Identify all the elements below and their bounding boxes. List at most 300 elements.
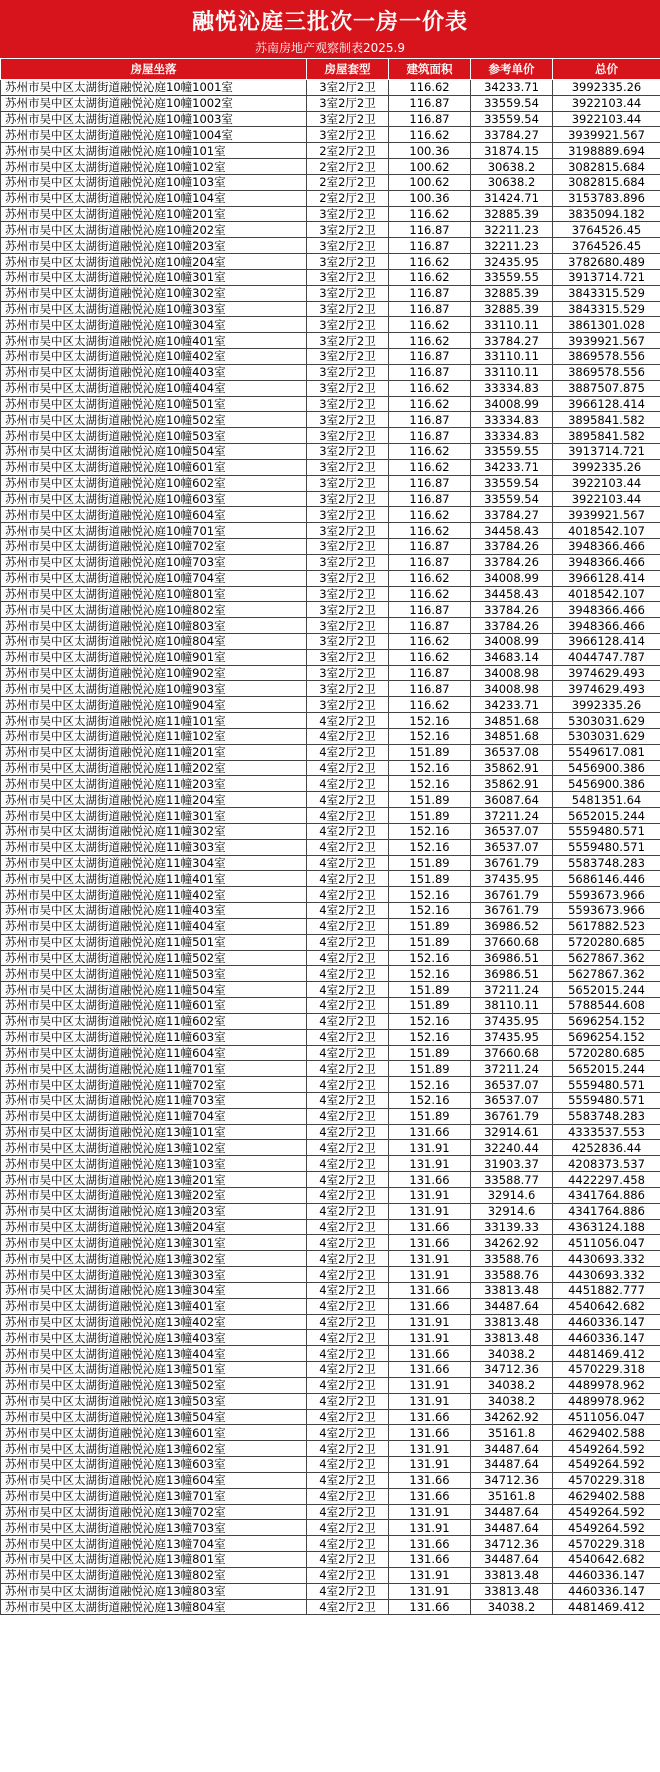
cell-layout: 4室2厅2卫 [307,998,389,1014]
cell-layout: 3室2厅2卫 [307,523,389,539]
cell-address [1,80,307,96]
cell-area: 152.16 [389,1093,471,1109]
cell-area: 116.62 [389,459,471,475]
unit-number: 10幢503室 [166,428,226,443]
cell-area: 131.66 [389,1282,471,1298]
cell-total-price: 3992335.26 [553,80,660,96]
cell-area: 131.66 [389,1219,471,1235]
cell-total-price: 3922103.44 [553,95,660,111]
table-row [1,491,660,507]
unit-number: 10幢304室 [166,317,226,332]
cell-area: 116.87 [389,285,471,301]
address-prefix: 苏州市吴中区太湖街道融悦沁庭 [5,1077,166,1092]
unit-number: 13幢802室 [166,1568,226,1583]
cell-total-price: 4430693.332 [553,1251,660,1267]
cell-layout: 3室2厅2卫 [307,633,389,649]
address-prefix: 苏州市吴中区太湖街道融悦沁庭 [5,1473,166,1488]
cell-address [1,1425,307,1441]
cell-unit-price: 36087.64 [471,792,553,808]
cell-total-price: 3922103.44 [553,475,660,491]
table-row [1,823,660,839]
address-prefix: 苏州市吴中区太湖街道融悦沁庭 [5,1283,166,1298]
cell-layout: 4室2厅2卫 [307,1267,389,1283]
address-prefix: 苏州市吴中区太湖街道融悦沁庭 [5,1093,166,1108]
cell-unit-price: 34008.99 [471,570,553,586]
cell-address [1,1108,307,1124]
cell-unit-price: 31424.71 [471,190,553,206]
cell-unit-price: 37211.24 [471,982,553,998]
cell-area: 152.16 [389,1077,471,1093]
unit-number: 10幢903室 [166,681,226,696]
table-row [1,760,660,776]
cell-total-price: 3082815.684 [553,159,660,175]
cell-layout: 4室2厅2卫 [307,1377,389,1393]
cell-total-price: 3939921.567 [553,127,660,143]
cell-area: 116.62 [389,254,471,270]
cell-total-price: 3992335.26 [553,697,660,713]
cell-layout: 4室2厅2卫 [307,1219,389,1235]
cell-address [1,523,307,539]
address-prefix: 苏州市吴中区太湖街道融悦沁庭 [5,1235,166,1250]
cell-area: 131.91 [389,1203,471,1219]
cell-layout: 4室2厅2卫 [307,1172,389,1188]
cell-area: 152.16 [389,728,471,744]
cell-unit-price: 33813.48 [471,1583,553,1599]
cell-address [1,285,307,301]
cell-area: 116.62 [389,127,471,143]
table-row [1,918,660,934]
address-prefix: 苏州市吴中区太湖街道融悦沁庭 [5,539,166,554]
cell-total-price: 4018542.107 [553,523,660,539]
cell-address [1,728,307,744]
unit-number: 10幢401室 [166,333,226,348]
cell-unit-price: 33784.27 [471,127,553,143]
cell-total-price: 3895841.582 [553,412,660,428]
table-row [1,1552,660,1568]
address-prefix: 苏州市吴中区太湖街道融悦沁庭 [5,222,166,237]
cell-unit-price: 32211.23 [471,238,553,254]
cell-unit-price: 33813.48 [471,1330,553,1346]
cell-address [1,1140,307,1156]
unit-number: 13幢404室 [166,1346,226,1361]
cell-area: 131.91 [389,1520,471,1536]
cell-unit-price: 37211.24 [471,808,553,824]
cell-unit-price: 34487.64 [471,1441,553,1457]
cell-total-price: 5303031.629 [553,728,660,744]
cell-layout: 3室2厅2卫 [307,618,389,634]
cell-layout: 3室2厅2卫 [307,238,389,254]
unit-number: 13幢303室 [166,1267,226,1282]
cell-unit-price: 33559.54 [471,111,553,127]
address-prefix: 苏州市吴中区太湖街道融悦沁庭 [5,855,166,870]
cell-address [1,111,307,127]
table-row [1,903,660,919]
cell-address [1,254,307,270]
cell-address [1,871,307,887]
cell-total-price: 5559480.571 [553,839,660,855]
cell-layout: 4室2厅2卫 [307,1093,389,1109]
table-row [1,507,660,523]
cell-total-price: 5686146.446 [553,871,660,887]
cell-total-price: 4451882.777 [553,1282,660,1298]
cell-unit-price: 34683.14 [471,649,553,665]
table-row [1,206,660,222]
cell-address [1,1124,307,1140]
unit-number: 10幢102室 [166,159,226,174]
cell-address [1,1093,307,1109]
cell-layout: 3室2厅2卫 [307,396,389,412]
cell-address [1,317,307,333]
cell-layout: 4室2厅2卫 [307,982,389,998]
unit-number: 10幢103室 [166,175,226,190]
address-prefix: 苏州市吴中区太湖街道融悦沁庭 [5,1204,166,1219]
cell-layout: 4室2厅2卫 [307,887,389,903]
cell-area: 131.66 [389,1362,471,1378]
table-row [1,1029,660,1045]
column-header-layout: 房屋套型 [307,59,389,80]
table-row [1,174,660,190]
unit-number: 11幢701室 [166,1061,226,1076]
unit-number: 11幢704室 [166,1109,226,1124]
address-prefix: 苏州市吴中区太湖街道融悦沁庭 [5,555,166,570]
cell-total-price: 3082815.684 [553,174,660,190]
cell-address [1,190,307,206]
unit-number: 13幢503室 [166,1394,226,1409]
cell-address [1,1045,307,1061]
table-row [1,222,660,238]
cell-address [1,1029,307,1045]
cell-address [1,998,307,1014]
unit-number: 11幢602室 [166,1014,226,1029]
cell-area: 131.91 [389,1457,471,1473]
table-row [1,776,660,792]
address-prefix: 苏州市吴中区太湖街道融悦沁庭 [5,792,166,807]
cell-address [1,586,307,602]
cell-area: 131.91 [389,1567,471,1583]
cell-layout: 4室2厅2卫 [307,760,389,776]
cell-address [1,238,307,254]
cell-layout: 3室2厅2卫 [307,412,389,428]
cell-unit-price: 33559.55 [471,269,553,285]
cell-area: 116.87 [389,95,471,111]
cell-unit-price: 34712.36 [471,1362,553,1378]
cell-layout: 4室2厅2卫 [307,1187,389,1203]
cell-address [1,1362,307,1378]
cell-layout: 4室2厅2卫 [307,823,389,839]
cell-address [1,396,307,412]
cell-address [1,459,307,475]
cell-area: 116.62 [389,333,471,349]
cell-unit-price: 36986.52 [471,918,553,934]
unit-number: 11幢702室 [166,1077,226,1092]
table-row [1,190,660,206]
cell-area: 151.89 [389,792,471,808]
cell-total-price: 4018542.107 [553,586,660,602]
cell-area: 116.87 [389,111,471,127]
table-body [1,80,660,1615]
cell-unit-price: 33559.54 [471,475,553,491]
cell-layout: 4室2厅2卫 [307,713,389,729]
cell-layout: 4室2厅2卫 [307,1393,389,1409]
cell-unit-price: 36761.79 [471,1108,553,1124]
cell-area: 116.62 [389,633,471,649]
address-prefix: 苏州市吴中区太湖街道融悦沁庭 [5,159,166,174]
address-prefix: 苏州市吴中区太湖街道融悦沁庭 [5,634,166,649]
address-prefix: 苏州市吴中区太湖街道融悦沁庭 [5,1568,166,1583]
cell-unit-price: 33588.76 [471,1251,553,1267]
table-row [1,1346,660,1362]
table-row [1,412,660,428]
cell-layout: 4室2厅2卫 [307,1029,389,1045]
unit-number: 10幢502室 [166,412,226,427]
address-prefix: 苏州市吴中区太湖街道融悦沁庭 [5,349,166,364]
address-prefix: 苏州市吴中区太湖街道融悦沁庭 [5,761,166,776]
cell-layout: 4室2厅2卫 [307,1472,389,1488]
cell-address [1,143,307,159]
cell-unit-price: 34038.2 [471,1377,553,1393]
cell-address [1,364,307,380]
cell-total-price: 4481469.412 [553,1346,660,1362]
cell-area: 152.16 [389,713,471,729]
cell-layout: 3室2厅2卫 [307,285,389,301]
cell-unit-price: 34487.64 [471,1552,553,1568]
cell-total-price: 3948366.466 [553,602,660,618]
cell-area: 151.89 [389,744,471,760]
cell-total-price: 4511056.047 [553,1235,660,1251]
unit-number: 10幢603室 [166,491,226,506]
cell-unit-price: 33784.26 [471,618,553,634]
cell-unit-price: 34487.64 [471,1457,553,1473]
unit-number: 11幢501室 [166,935,226,950]
unit-number: 11幢503室 [166,966,226,981]
cell-address [1,966,307,982]
cell-layout: 4室2厅2卫 [307,1282,389,1298]
unit-number: 10幢303室 [166,302,226,316]
address-prefix: 苏州市吴中区太湖街道融悦沁庭 [5,1220,166,1235]
cell-address [1,1583,307,1599]
cell-address [1,1156,307,1172]
cell-layout: 3室2厅2卫 [307,665,389,681]
cell-total-price: 5627867.362 [553,966,660,982]
table-row [1,523,660,539]
table-row [1,1298,660,1314]
cell-area: 152.16 [389,823,471,839]
cell-total-price: 4460336.147 [553,1567,660,1583]
cell-layout: 4室2厅2卫 [307,1203,389,1219]
unit-number: 10幢604室 [166,507,226,522]
cell-unit-price: 37435.95 [471,1029,553,1045]
cell-layout: 4室2厅2卫 [307,918,389,934]
table-row [1,1472,660,1488]
cell-layout: 3室2厅2卫 [307,697,389,713]
address-prefix: 苏州市吴中区太湖街道融悦沁庭 [5,919,166,934]
unit-number: 13幢101室 [166,1125,226,1140]
cell-layout: 4室2厅2卫 [307,728,389,744]
cell-area: 116.87 [389,554,471,570]
cell-area: 116.62 [389,380,471,396]
address-prefix: 苏州市吴中区太湖街道融悦沁庭 [5,175,166,190]
cell-area: 131.91 [389,1393,471,1409]
address-prefix: 苏州市吴中区太湖街道融悦沁庭 [5,460,166,475]
cell-layout: 3室2厅2卫 [307,380,389,396]
table-row [1,238,660,254]
cell-address [1,1488,307,1504]
cell-unit-price: 34008.99 [471,396,553,412]
cell-unit-price: 33110.11 [471,364,553,380]
unit-number: 11幢502室 [166,950,226,965]
address-prefix: 苏州市吴中区太湖街道融悦沁庭 [5,998,166,1013]
cell-area: 152.16 [389,1013,471,1029]
cell-address [1,760,307,776]
address-prefix: 苏州市吴中区太湖街道融悦沁庭 [5,666,166,681]
cell-total-price: 4489978.962 [553,1377,660,1393]
table-row [1,143,660,159]
cell-total-price: 5456900.386 [553,760,660,776]
unit-number: 13幢603室 [166,1457,226,1472]
cell-address [1,713,307,729]
address-prefix: 苏州市吴中区太湖街道融悦沁庭 [5,982,166,997]
table-row [1,808,660,824]
address-prefix: 苏州市吴中区太湖街道融悦沁庭 [5,396,166,411]
address-prefix: 苏州市吴中区太湖街道融悦沁庭 [5,1536,166,1551]
cell-layout: 4室2厅2卫 [307,808,389,824]
table-row [1,1457,660,1473]
cell-total-price: 3843315.529 [553,285,660,301]
cell-address [1,934,307,950]
table-row [1,1377,660,1393]
unit-number: 10幢302室 [166,286,226,301]
unit-number: 11幢302室 [166,824,226,839]
cell-unit-price: 33784.26 [471,602,553,618]
cell-area: 151.89 [389,1108,471,1124]
cell-address [1,633,307,649]
cell-total-price: 5696254.152 [553,1029,660,1045]
unit-number: 13幢801室 [166,1552,226,1567]
address-prefix: 苏州市吴中区太湖街道融悦沁庭 [5,1061,166,1076]
cell-address [1,744,307,760]
cell-layout: 4室2厅2卫 [307,1314,389,1330]
cell-address [1,808,307,824]
cell-total-price: 3922103.44 [553,491,660,507]
address-prefix: 苏州市吴中区太湖街道融悦沁庭 [5,491,166,506]
cell-area: 116.62 [389,523,471,539]
cell-total-price: 5559480.571 [553,1077,660,1093]
cell-total-price: 4044747.787 [553,649,660,665]
table-row [1,428,660,444]
cell-layout: 2室2厅2卫 [307,159,389,175]
table-row [1,269,660,285]
unit-number: 11幢404室 [166,919,226,934]
cell-address [1,1172,307,1188]
cell-total-price: 5456900.386 [553,776,660,792]
cell-address [1,823,307,839]
unit-number: 11幢203室 [166,776,226,791]
cell-area: 116.87 [389,475,471,491]
cell-address [1,649,307,665]
cell-layout: 2室2厅2卫 [307,190,389,206]
table-row [1,1393,660,1409]
cell-unit-price: 32435.95 [471,254,553,270]
cell-total-price: 3869578.556 [553,349,660,365]
cell-layout: 2室2厅2卫 [307,143,389,159]
table-row [1,1567,660,1583]
cell-unit-price: 36761.79 [471,903,553,919]
address-prefix: 苏州市吴中区太湖街道融悦沁庭 [5,365,166,380]
cell-total-price: 3869578.556 [553,364,660,380]
cell-layout: 4室2厅2卫 [307,1488,389,1504]
cell-address [1,665,307,681]
cell-area: 152.16 [389,776,471,792]
table-row [1,111,660,127]
table-row [1,1314,660,1330]
unit-number: 13幢803室 [166,1584,226,1599]
cell-layout: 4室2厅2卫 [307,1108,389,1124]
cell-area: 131.91 [389,1330,471,1346]
cell-unit-price: 35862.91 [471,760,553,776]
cell-total-price: 4460336.147 [553,1583,660,1599]
address-prefix: 苏州市吴中区太湖街道融悦沁庭 [5,729,166,744]
cell-unit-price: 34712.36 [471,1536,553,1552]
cell-total-price: 3966128.414 [553,570,660,586]
cell-area: 131.66 [389,1488,471,1504]
unit-number: 10幢202室 [166,222,226,237]
cell-address [1,1219,307,1235]
cell-area: 152.16 [389,839,471,855]
cell-area: 116.87 [389,681,471,697]
cell-total-price: 4629402.588 [553,1425,660,1441]
cell-total-price: 4341764.886 [553,1203,660,1219]
cell-area: 116.87 [389,301,471,317]
cell-layout: 4室2厅2卫 [307,903,389,919]
unit-number: 11幢301室 [166,808,226,823]
cell-total-price: 3764526.45 [553,238,660,254]
address-prefix: 苏州市吴中区太湖街道融悦沁庭 [5,697,166,712]
cell-total-price: 3887507.875 [553,380,660,396]
cell-total-price: 5559480.571 [553,823,660,839]
cell-layout: 4室2厅2卫 [307,1346,389,1362]
address-prefix: 苏州市吴中区太湖街道融悦沁庭 [5,903,166,918]
cell-layout: 3室2厅2卫 [307,333,389,349]
cell-total-price: 4540642.682 [553,1298,660,1314]
unit-number: 10幢804室 [166,634,226,649]
table-row [1,95,660,111]
unit-number: 13幢403室 [166,1330,226,1345]
cell-layout: 3室2厅2卫 [307,269,389,285]
address-prefix: 苏州市吴中区太湖街道融悦沁庭 [5,270,166,285]
unit-number: 10幢801室 [166,586,226,601]
unit-number: 10幢1002室 [166,96,233,111]
cell-total-price: 4363124.188 [553,1219,660,1235]
table-row [1,380,660,396]
table-row [1,1219,660,1235]
cell-unit-price: 32885.39 [471,301,553,317]
unit-number: 13幢202室 [166,1188,226,1203]
unit-number: 13幢102室 [166,1140,226,1155]
unit-number: 10幢501室 [166,396,226,411]
cell-total-price: 5696254.152 [553,1013,660,1029]
address-prefix: 苏州市吴中区太湖街道融悦沁庭 [5,207,166,222]
table-row [1,333,660,349]
cell-layout: 3室2厅2卫 [307,301,389,317]
table-row [1,1251,660,1267]
unit-number: 13幢701室 [166,1489,226,1504]
price-table [0,58,660,1615]
cell-area: 116.87 [389,618,471,634]
address-prefix: 苏州市吴中区太湖街道融悦沁庭 [5,444,166,459]
cell-area: 131.91 [389,1377,471,1393]
cell-area: 116.62 [389,507,471,523]
cell-unit-price: 34458.43 [471,523,553,539]
